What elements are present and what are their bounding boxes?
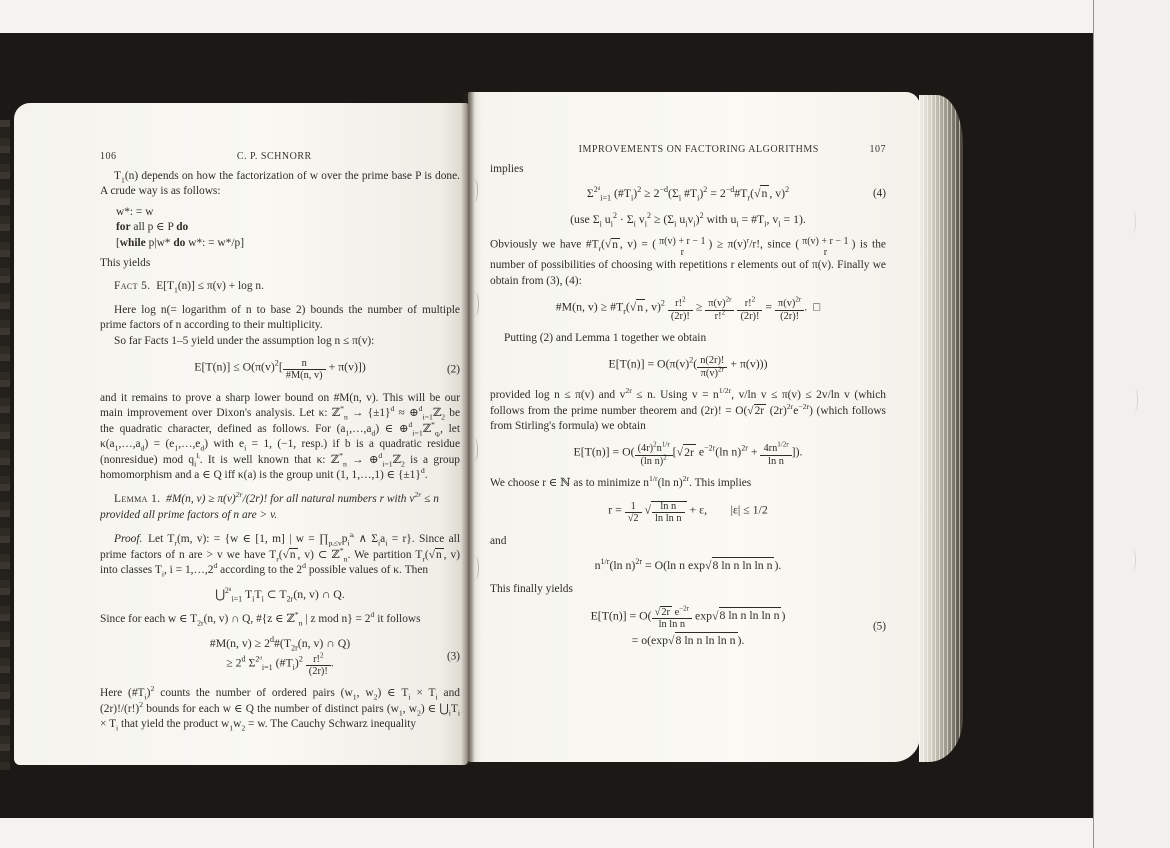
scanner-margin bbox=[1093, 0, 1170, 848]
display-equation bbox=[490, 557, 886, 574]
paragraph: Since for each w ∈ $T_{2r}(n$, v) ∩ Q, #{z ∈ ℤ*$_n$ | z mod $n\} = 2^d$ it follows bbox=[100, 609, 421, 628]
scan-mark bbox=[1128, 548, 1136, 572]
fraction: $\frac{\pi(v)^{2r}}{(2r)!}$ bbox=[775, 298, 804, 322]
binomial: π(v) + r − 1 r bbox=[802, 236, 849, 259]
fraction: $\frac{n}{\#M(n, v)}$ bbox=[283, 358, 326, 382]
paragraph: Putting (2) and Lemma 1 together we obtain bbox=[504, 331, 707, 344]
display-equation bbox=[490, 606, 886, 649]
paragraph: and bbox=[490, 534, 507, 547]
page-number-right: 107 bbox=[869, 144, 886, 155]
code-line: w*: = w bbox=[116, 205, 154, 218]
fraction: $\frac{√2r e^{-2r}}{\text{ln ln n}}$ bbox=[652, 607, 692, 631]
page-fore-edge bbox=[919, 95, 963, 762]
running-head-left: C. P. SCHNORR bbox=[236, 151, 312, 162]
fraction: $\frac{r!^2}{(2r)!}$ bbox=[668, 298, 693, 322]
display-equation bbox=[100, 586, 460, 603]
scan-mark bbox=[1130, 388, 1138, 412]
right-page bbox=[468, 92, 920, 762]
display-equation bbox=[490, 297, 886, 323]
display-equation bbox=[100, 635, 460, 678]
fraction: $\frac{r!^2}{(2r)!}$ bbox=[306, 654, 331, 678]
left-page bbox=[14, 103, 468, 765]
fraction: $\frac{4rn^{1/2r}}{\text{ln n}}$ bbox=[760, 443, 791, 467]
scan-mark bbox=[470, 438, 478, 462]
scan-mark bbox=[1128, 210, 1136, 234]
paragraph: $T_1(n)$ depends on how the factorization of w over the prime base P is done. A crude way is as follows: bbox=[100, 170, 460, 198]
equation-number: (3) bbox=[446, 650, 460, 663]
equation-number: (2) bbox=[446, 363, 460, 376]
fraction: $\frac{\pi(v)^{2r}}{r!^2}$ bbox=[705, 298, 734, 322]
display-equation bbox=[490, 500, 886, 526]
equation-line: #M(n, $v) \ge \#T_r(√n$ , v)$^2$ $\frac{r!^2}{(2r)!}$ ≥ $\frac{\pi(v)^{2r}}{r!^2}$ $\frac{r!^2}{(2r)!}$ = $\frac{\pi(v)^{2r}}{(2r)!}$ . □ bbox=[555, 295, 821, 322]
equation-line: E[T(n)] = O( $\frac{(4r)^2n^{1/r}}{(\ln n)^2}$ [√2r $e^{-2r}(\ln$ n)$^{2r}$ + $\frac{4rn^{1/2r}}{\text{ln n}}$ ]). bbox=[573, 440, 803, 467]
paragraph: Here $(\#T_i)^2$ counts the number of ordered pairs ($w_1$, $w_2$) ∈ $T_i \times T_i$ and $(2r)!/(r!)^2$ bounds for each w ∈ Q the number of distinct pairs ($w_1$, $w_2$) ∈ $⋃_iT_i \times T_i$ that yield the product $w_1w_2 = w$. The Cauchy Schwarz inequality bbox=[100, 684, 460, 733]
page-number-left: 106 bbox=[100, 151, 117, 162]
fraction: $\frac{(4r)^2n^{1/r}}{(\ln n)^2}$ bbox=[635, 443, 673, 467]
right-page-header bbox=[494, 144, 886, 155]
lemma-statement: Lemma 1. #M(n, $v) \ge \pi(v)^{2r}/(2r)$! for all natural numbers r with $v^{2r} \le n$ provided all prime factors of n are > v. bbox=[100, 490, 439, 521]
right-page-body bbox=[490, 162, 886, 758]
code-line: for all p ∈ P do bbox=[116, 221, 189, 234]
fact-statement: Fact 5. $E[T_1(n)] \le \pi(v) + \log n$. bbox=[114, 280, 264, 295]
statement-label: Lemma 1. bbox=[114, 493, 161, 506]
equation-line: $n^{1/r}(\ln$ n)$^{2r}$ = O(ln n exp√8 ln n ln ln n ). bbox=[594, 556, 782, 572]
paragraph: and it remains to prove a sharp lower bound on #M(n, v). This will be our main improvement over Dixon's analysis. Let κ: ℤ*$_n$ → $\{\pm 1\}^d$ ≈ ⊕$^d_{i=1}$ℤ$_2$ be the quadratic character, defined as follows. For $(a_1,\dots,a_d)$ ∈ ⊕$^d_{i=1}$ℤ*$_{qᵢ}$, let $\kappa(a_1,\dots,a_d)$ = $(e_1,\dots,e_d)$ with $e_i = 1$, (−1, resp.) if b is a quadratic residue (nonresidue) mod $q_i^{lᵢ}$. It is well known that κ: ℤ*$_n$ → ⊕$^d_{i=1}$ℤ$_2$ is a group homomorphism and a ∈ Q iff κ(a) is the group unit (1, 1,…,1) ∈ $\{\pm 1\}^d$. bbox=[100, 391, 460, 481]
display-equation bbox=[490, 442, 886, 468]
running-head-right: IMPROVEMENTS ON FACTORING ALGORITHMS bbox=[578, 144, 819, 155]
equation-line: ≥ $2^d$ $\Sigma^{2ᵈ}_{i=1}$ $(\#T_i)^2$ $\frac{r!^2}{(2r)!}$ . bbox=[226, 651, 334, 678]
fraction: $\frac{\text{ln n}}{\text{ln ln n}}$ bbox=[652, 501, 685, 525]
display-equation bbox=[100, 357, 460, 383]
equation-line: r = $\frac{1}{√2}$ √ $\frac{\text{ln n}}{\text{ln ln n}}$ + ε, |ε| ≤ 1/2 bbox=[608, 500, 768, 525]
equation-line: ⋃$^{2ᵈ}_{i=1}$ $T_iT_i$ ⊂ $T_{2r}(n$, v) ∩ Q. bbox=[215, 586, 345, 604]
left-page-header bbox=[100, 151, 460, 162]
equation-number: (5) bbox=[872, 620, 886, 633]
scan-mark bbox=[470, 178, 478, 202]
paragraph: Here log n(= logarithm of n to base 2) bounds the number of multiple prime factors of n according to their multiplicity. bbox=[100, 303, 460, 332]
paragraph: provided log n ≤ π(v) and $v^{2r} \le n$. Using $v = n^{1/2r}$, v/ln v ≤ π(v) ≤ 2v/ln v (which follows from the prime number theorem and (2r)! = O(√2r $(2r)^{2r}e^{-2r}$) (which follows from Stirling's formula) we obtain bbox=[490, 386, 886, 432]
equation-line: $E[T(n)] \le O(\pi(v)^2$[ $\frac{n}{\#M(n, v)}$ + π(v)]) bbox=[194, 358, 366, 382]
equation-number: (4) bbox=[872, 187, 886, 200]
equation-line: $\Sigma^{2ᵈ}_{i=1}$ $(\#T_i)^2 \ge 2^{-d}(\Sigma_i$ $\#T_i)^2$ = $2^{-d}\#T_r(√n$ , v)$^2$ bbox=[586, 185, 790, 203]
equation-line: E[T(n)] = O( $\frac{√2r e^{-2r}}{\text{ln ln n}}$ exp√8 ln n ln ln n ) bbox=[590, 604, 786, 631]
equation-line: #M(n, $v) \ge 2^d\#(T_{2r}(n$, v) ∩ Q) bbox=[209, 635, 351, 653]
paragraph: Obviously we have $\#T_r(√n$ , v) = ( π(v) + r − 1 r ) ≥ $\pi(v)^r/r$!, since ( π(v) + r − 1 r ) is the number of possibilities of choosing with repetitions r elements out of π(v). Finally we obtain from (3), (4): bbox=[490, 235, 886, 287]
paragraph: So far Facts 1–5 yield under the assumption log n ≤ π(v): bbox=[114, 334, 375, 347]
paragraph: We choose r ∈ ℕ as to minimize $n^{1/r}(\ln$ n)$^{2r}$. This implies bbox=[490, 474, 752, 490]
fraction: $\frac{r!^2}{(2r)!}$ bbox=[737, 298, 762, 322]
fraction: $\frac{n(2r)!}{\pi(v)^{2r}}$ bbox=[697, 355, 727, 379]
code-block bbox=[116, 205, 460, 251]
equation-line: (use $\Sigma_i$ $u_i^2 \cdot \Sigma_i$ $v_i^2 \ge (\Sigma_i$ $u_iv_i)^2$ with $u_i$ = $\#T_i$, $v_i = 1$). bbox=[570, 210, 806, 229]
code-line: [while p|w* do w*: = w*/p] bbox=[116, 236, 245, 249]
fraction: $\frac{1}{√2}$ bbox=[625, 501, 642, 525]
paragraph: Proof. Let $T_r(m$, v): = {w ∈ [1, m] | $w = \prod_{pᵢ\le v}p_i^{aᵢ}$ ∧ $\Sigma_ia_i = r$}. Since all prime factors of n are > v we have $T_r(√n$ , v) ⊂ ℤ*$_n$. We partition $T_r(√n$ , v) into classes $T_i$, i = 1,…,2$^d$ according to the 2$^d$ possible values of κ. Then bbox=[100, 530, 460, 579]
statement-label: Fact 5. bbox=[114, 280, 151, 293]
equation-line: $E[T(n)] = O(\pi(v)^2$( $\frac{n(2r)!}{\pi(v)^{2r}}$ + π(v))) bbox=[608, 355, 768, 379]
scan-mark bbox=[471, 556, 479, 580]
paragraph: This finally yields bbox=[490, 583, 573, 596]
display-equation bbox=[490, 354, 886, 380]
left-page-body bbox=[100, 169, 460, 761]
binomial: π(v) + r − 1 r bbox=[659, 236, 706, 259]
paragraph: This yields bbox=[100, 257, 151, 270]
paragraph: implies bbox=[490, 163, 524, 175]
scan-mark bbox=[471, 292, 479, 316]
film-edge bbox=[0, 120, 10, 770]
display-equation bbox=[490, 211, 886, 228]
display-equation bbox=[490, 185, 886, 202]
equation-line: = o(exp√8 ln n ln ln n ). bbox=[631, 632, 745, 647]
